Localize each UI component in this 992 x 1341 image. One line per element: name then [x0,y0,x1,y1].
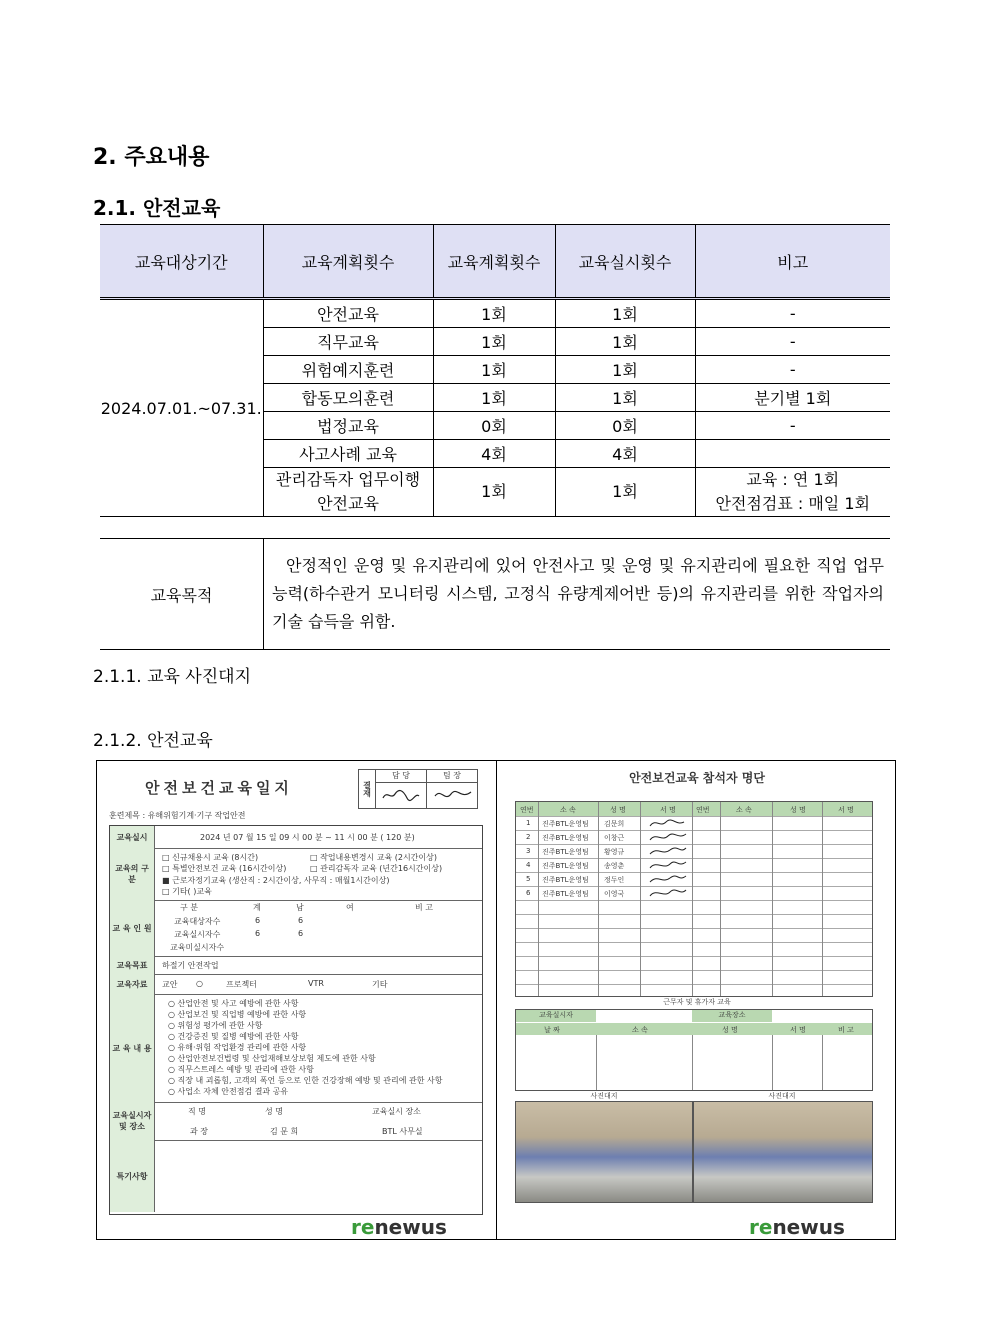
roster-no: 3 [526,847,531,855]
plan-count: 1회 [433,356,555,384]
material-3: 프로젝터 [226,980,257,989]
note [695,468,890,517]
plan-count: 1회 [433,328,555,356]
edu-name: 위험예지훈련 [263,356,433,384]
people-row3-label: 교육미실시자수 [170,943,225,952]
education-plan-table [100,224,890,517]
roster-no: 1 [526,819,531,827]
note-line2: 안전점검표 : 매일 1회 [715,494,870,513]
roster-head-sign1: 서 명 [660,806,676,814]
content-label: 교 육 내 용 [110,994,155,1102]
roster-no: 5 [526,875,531,883]
done-count: 1회 [555,468,695,517]
form-title: 안전보건교육일지 [145,779,293,797]
edu-name: 직무교육 [263,328,433,356]
roster-dept: 진주BTL운영팀 [542,820,589,828]
people-head-female: 여 [346,903,354,912]
edu-name-line1: 관리감독자 업무이행 [275,470,421,489]
col-header-done-count: 교육실시횟수 [555,225,695,299]
plan-count: 1회 [433,299,555,328]
holiday-grid [515,1009,873,1091]
roster-row [516,844,872,859]
divider [496,761,497,1239]
type-6: □ 기타( )교육 [162,887,212,896]
training-photo-2 [693,1101,873,1203]
roster-row [516,942,872,957]
grid-line [692,1035,693,1090]
people-head-male: 남 [296,903,304,912]
note: - [695,356,890,384]
roster-row [516,886,872,901]
instructor-head-name: 성 명 [265,1107,283,1116]
grid-line [822,1035,823,1090]
grid-line [692,802,693,996]
plan-count: 0회 [433,412,555,440]
content-5: ○ 유해·위험 작업환경 관리에 관한 사항 [168,1043,307,1052]
signature-leader [433,786,473,804]
sub-head-note: 비 고 [838,1026,854,1034]
material-2: ○ [196,979,203,988]
roster-row [516,928,872,943]
roster-row [516,858,872,873]
roster-row [516,816,872,831]
renewus-logo: renewus [351,1215,447,1239]
approve-line [426,782,427,808]
sub-head-name: 성 명 [722,1026,738,1034]
roster-dept: 진주BTL운영팀 [542,890,589,898]
row-instructor [110,1102,482,1141]
edu-name [263,468,433,517]
people-row1-label: 교육대상자수 [174,917,221,926]
safety-edu-title: 2.1.2. 안전교육 [93,731,213,751]
instructor-place: BTL 사무실 [382,1127,423,1136]
holiday-label: 근무자 및 휴가자 교육 [663,998,731,1006]
content-9: ○ 사업소 자체 안전점검 결과 공유 [168,1087,289,1096]
attendee-roster [505,765,889,1239]
roster-head-dept1: 소 속 [560,806,576,814]
people-row1-total: 6 [255,916,261,925]
material-1: 교안 [162,980,178,989]
people-row2-label: 교육실시자수 [174,930,221,939]
roster-dept: 진주BTL운영팀 [542,834,589,842]
people-head-note: 비 고 [415,903,433,912]
subsection-title: 2.1. 안전교육 [93,196,221,220]
grid-line [822,802,823,996]
roster-name: 송영춘 [604,862,625,870]
approval-box [358,769,478,809]
row-date [110,826,482,849]
plan-count: 1회 [433,384,555,412]
content-4: ○ 건강증진 및 질병 예방에 관한 사항 [168,1032,299,1041]
form-goal-value: 하절기 안전작업 [162,961,219,970]
roster-grid [515,801,873,997]
edu-name: 합동모의훈련 [263,384,433,412]
col-header-note: 비고 [695,225,890,299]
photo-label-1: 사진대지 [590,1092,618,1100]
roster-row [516,900,872,915]
row-type [110,848,482,901]
training-photo-1 [515,1101,693,1203]
period-cell: 2024.07.01.~07.31. [100,299,263,517]
row-content [110,994,482,1103]
col-header-period: 교육대상기간 [100,225,263,299]
date-value: 2024 년 07 월 15 일 09 시 00 분 ~ 11 시 00 분 ( 120 분) [200,833,415,842]
instructor-title: 과 장 [190,1127,208,1136]
note: - [695,412,890,440]
roster-head [516,802,872,817]
done-count: 1회 [555,384,695,412]
grid-line [640,802,641,996]
holiday-subhead [516,1023,872,1035]
instructor-head-title: 직 명 [188,1107,206,1116]
content-8: ○ 직장 내 괴롭힘, 고객의 폭언 등으로 인한 건강장해 예방 및 관리에 관한 사항 [168,1076,443,1085]
row-material [110,974,482,995]
table-row [100,299,890,328]
section-title: 2. 주요내용 [93,145,210,170]
done-count: 1회 [555,299,695,328]
edu-name: 안전교육 [263,299,433,328]
holiday-instructor-label: 교육실시자 [516,1010,596,1022]
row-people [110,900,482,957]
done-count: 1회 [555,356,695,384]
roster-head-no2: 연번 [696,806,710,814]
grid-line [720,802,721,996]
roster-head-name2: 성 명 [790,806,806,814]
roster-name: 김문희 [604,820,625,828]
note: - [695,328,890,356]
approve-col-staff: 담 당 [376,770,427,783]
attendee-signatures [646,816,690,900]
people-row2-male: 6 [298,929,304,938]
roster-name: 이영국 [604,890,625,898]
training-subject: 훈련제목 : 유해위험기계·기구 작업안전 [109,811,246,820]
roster-head-name1: 성 명 [610,806,626,814]
col-header-plan-count: 교육계획횟수 [433,225,555,299]
grid-line [596,1035,597,1090]
type-2: □ 작업내용변경시 교육 (2시간이상) [310,853,437,862]
roster-no: 2 [526,833,531,841]
roster-row [516,830,872,845]
roster-dept: 진주BTL운영팀 [542,848,589,856]
done-count: 4회 [555,440,695,468]
type-4: □ 관리감독자 교육 (년간16시간이상) [310,864,443,873]
edu-name-line2: 안전교육 [317,494,379,513]
instructor-head-place: 교육실시 장소 [372,1107,421,1116]
note: 분기별 1회 [695,384,890,412]
roster-head-no1: 연번 [520,806,534,814]
roster-name: 황영규 [604,848,625,856]
content-6: ○ 산업안전보건법령 및 산업재해보상보험 제도에 관한 사항 [168,1054,376,1063]
grid-line [772,1035,773,1090]
done-count: 0회 [555,412,695,440]
sub-head-date: 날 짜 [544,1026,560,1034]
roster-title: 안전보건교육 참석자 명단 [629,771,765,785]
note [695,440,890,468]
goal-label: 교육목적 [100,539,264,650]
sub-head-sign: 서 명 [790,1026,806,1034]
roster-dept: 진주BTL운영팀 [542,862,589,870]
people-row1-male: 6 [298,916,304,925]
sub-head-dept: 소 속 [632,1026,648,1034]
approve-label: 결재 [359,770,376,808]
roster-head-dept2: 소 속 [736,806,752,814]
signature-staff [381,786,421,804]
goal-text: 안정적인 운영 및 유지관리에 있어 안전사고 및 운영 및 유지관리에 필요한 직업 업무능력(하수관거 모니터링 시스템, 고정식 유량계제어반 등)의 유지관리를 위한 작업자의 기술 습득을 위함. [264,539,891,650]
education-goal-table [100,538,890,650]
type-5: ■ 근로자정기교육 (생산직 : 2시간이상, 사무직 : 매월1시간이상) [162,876,390,885]
people-head-type: 구 분 [180,903,198,912]
type-3: □ 특별안전보건 교육 (16시간이상) [162,864,287,873]
renewus-logo: renewus [749,1215,845,1239]
done-count: 1회 [555,328,695,356]
type-1: □ 신규채용시 교육 (8시간) [162,853,259,862]
note: - [695,299,890,328]
edu-name: 사고사례 교육 [263,440,433,468]
content-3: ○ 위험성 평가에 관한 사항 [168,1021,263,1030]
plan-count: 1회 [433,468,555,517]
type-label: 교육의 구 분 [110,848,155,900]
roster-row [516,956,872,971]
grid-line [598,802,599,996]
roster-dept: 진주BTL운영팀 [542,876,589,884]
roster-row [516,914,872,929]
grid-line [772,802,773,996]
photo-section-title: 2.1.1. 교육 사진대지 [93,667,251,687]
holiday-place-label: 교육장소 [692,1010,772,1022]
special-label: 특기사항 [110,1140,155,1212]
roster-row [516,872,872,887]
date-label: 교육실시 [110,826,155,848]
people-head-total: 계 [253,903,261,912]
approve-col-leader: 팀 장 [427,770,477,783]
roster-name: 정두인 [604,876,625,884]
row-goal [110,956,482,975]
form-grid [109,825,483,1215]
plan-count: 4회 [433,440,555,468]
people-label: 교 육 인 원 [110,900,155,956]
grid-line [538,802,539,996]
instructor-name: 김 문 희 [270,1127,299,1136]
photo-label-2: 사진대지 [768,1092,796,1100]
row-special [110,1140,482,1212]
form-goal-label: 교육목표 [110,956,155,974]
roster-head-sign2: 서 명 [838,806,854,814]
material-label: 교육자료 [110,974,155,994]
instructor-label: 교육실시자 및 장소 [110,1102,155,1140]
people-row2-total: 6 [255,929,261,938]
edu-name: 법정교육 [263,412,433,440]
scanned-documents [96,760,896,1240]
content-7: ○ 직무스트레스 예방 및 관리에 관한 사항 [168,1065,314,1074]
roster-row [516,970,872,985]
col-header-plan-name: 교육계획횟수 [263,225,433,299]
roster-no: 4 [526,861,531,869]
material-4: VTR [308,979,324,988]
content-2: ○ 산업보건 및 직업병 예방에 관한 사항 [168,1010,307,1019]
content-1: ○ 산업안전 및 사고 예방에 관한 사항 [168,999,299,1008]
roster-no: 6 [526,889,531,897]
roster-name: 이창근 [604,834,625,842]
note-line1: 교육 : 연 1회 [746,470,840,489]
education-log-form [105,765,488,1239]
material-5: 기타 [372,980,388,989]
